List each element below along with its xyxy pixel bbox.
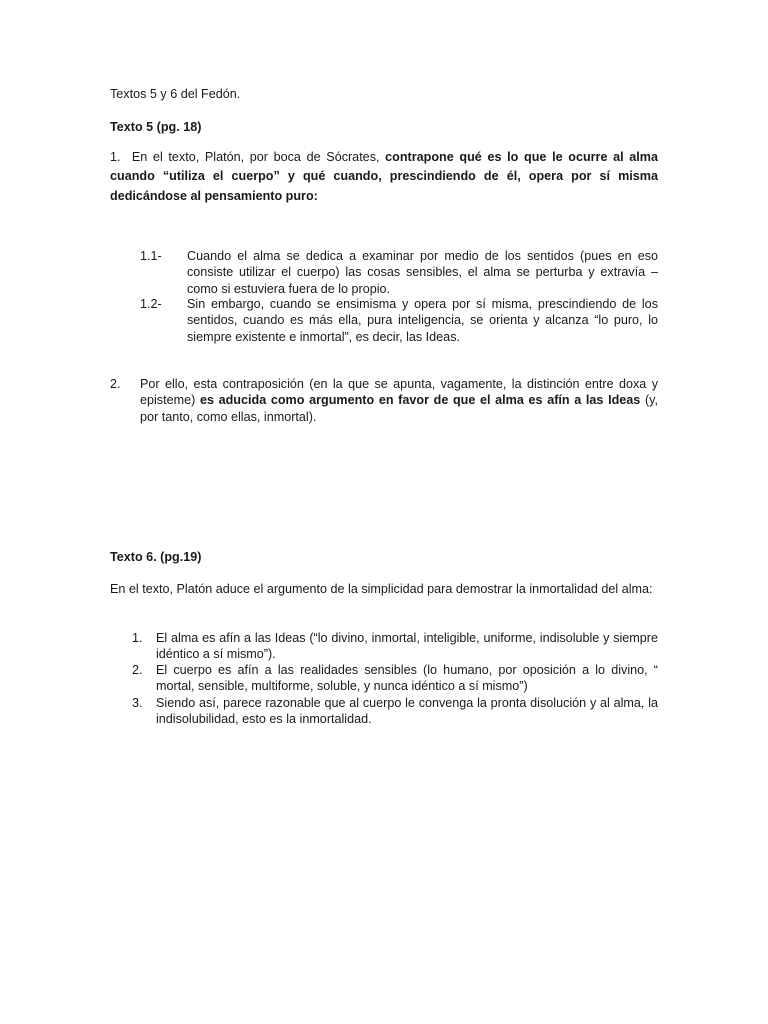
item-number: 2. (132, 663, 143, 677)
subpoint-number: 1.1- (140, 249, 162, 263)
item-number: 3. (132, 696, 143, 710)
point-1-intro: En el texto, Platón, por boca de Sócrates, (131, 150, 380, 164)
subpoint-text: Cuando el alma se dedica a examinar por medio de los sentidos (pues en eso consiste utilizar el cuerpo) las cosas sensibles, el alma se perturba y extravía – como si estuviera fuera de lo propio. (187, 249, 658, 296)
texto6-intro: En el texto, Platón aduce el argumento de la simplicidad para demostrar la inmortalidad del alma: (110, 582, 653, 596)
point-2-outro: (y, por tanto, como ellas, inmortal). (140, 393, 658, 424)
texto5-heading: Texto 5 (pg. 18) (110, 120, 202, 134)
texto5-subpoint-1-1 (140, 248, 658, 297)
item-text: El cuerpo es afín a las realidades sensibles (lo humano, por oposición a lo divino, “ mortal, sensible, multiforme, soluble, y nunca idéntico a sí mismo”) (156, 663, 658, 694)
point-1-number: 1. (110, 150, 121, 164)
texto6-item-1 (132, 630, 658, 663)
point-2-bold: es aducida como argumento en favor de que el alma es afín a las Ideas (199, 393, 641, 408)
texto5-subpoint-1-2 (140, 296, 658, 345)
point-2-text (140, 376, 658, 425)
point-2-number: 2. (110, 377, 121, 391)
texto5-point-2 (110, 376, 658, 425)
item-text: Siendo así, parece razonable que al cuerpo le convenga la pronta disolución y al alma, la indisolubilidad, esto es la inmortalidad. (156, 696, 658, 727)
subpoint-text: Sin embargo, cuando se ensimisma y opera por sí misma, prescindiendo de los sentidos, cuando es más ella, pura inteligencia, se orienta y alcanza “lo puro, lo siempre existente e inmortal”, es decir, las Ideas. (187, 297, 658, 344)
document-title: Textos 5 y 6 del Fedón. (110, 87, 241, 101)
item-text: El alma es afín a las Ideas (“lo divino, inmortal, inteligible, uniforme, indisoluble y siempre idéntico a sí mismo”). (156, 631, 658, 662)
texto6-heading: Texto 6. (pg.19) (110, 550, 202, 564)
point-1-bold: contrapone qué es lo que le ocurre al alma cuando “utiliza el cuerpo” y qué cuando, prescindiendo de él, opera por sí misma dedicándose al pensamiento puro: (110, 150, 658, 203)
texto6-item-3 (132, 695, 658, 728)
subpoint-number: 1.2- (140, 297, 162, 311)
item-number: 1. (132, 631, 143, 645)
texto5-point-1 (110, 148, 658, 206)
texto6-item-2 (132, 662, 658, 695)
point-2-intro: Por ello, esta contraposición (en la que se apunta, vagamente, la distinción entre doxa y episteme) (140, 377, 658, 408)
